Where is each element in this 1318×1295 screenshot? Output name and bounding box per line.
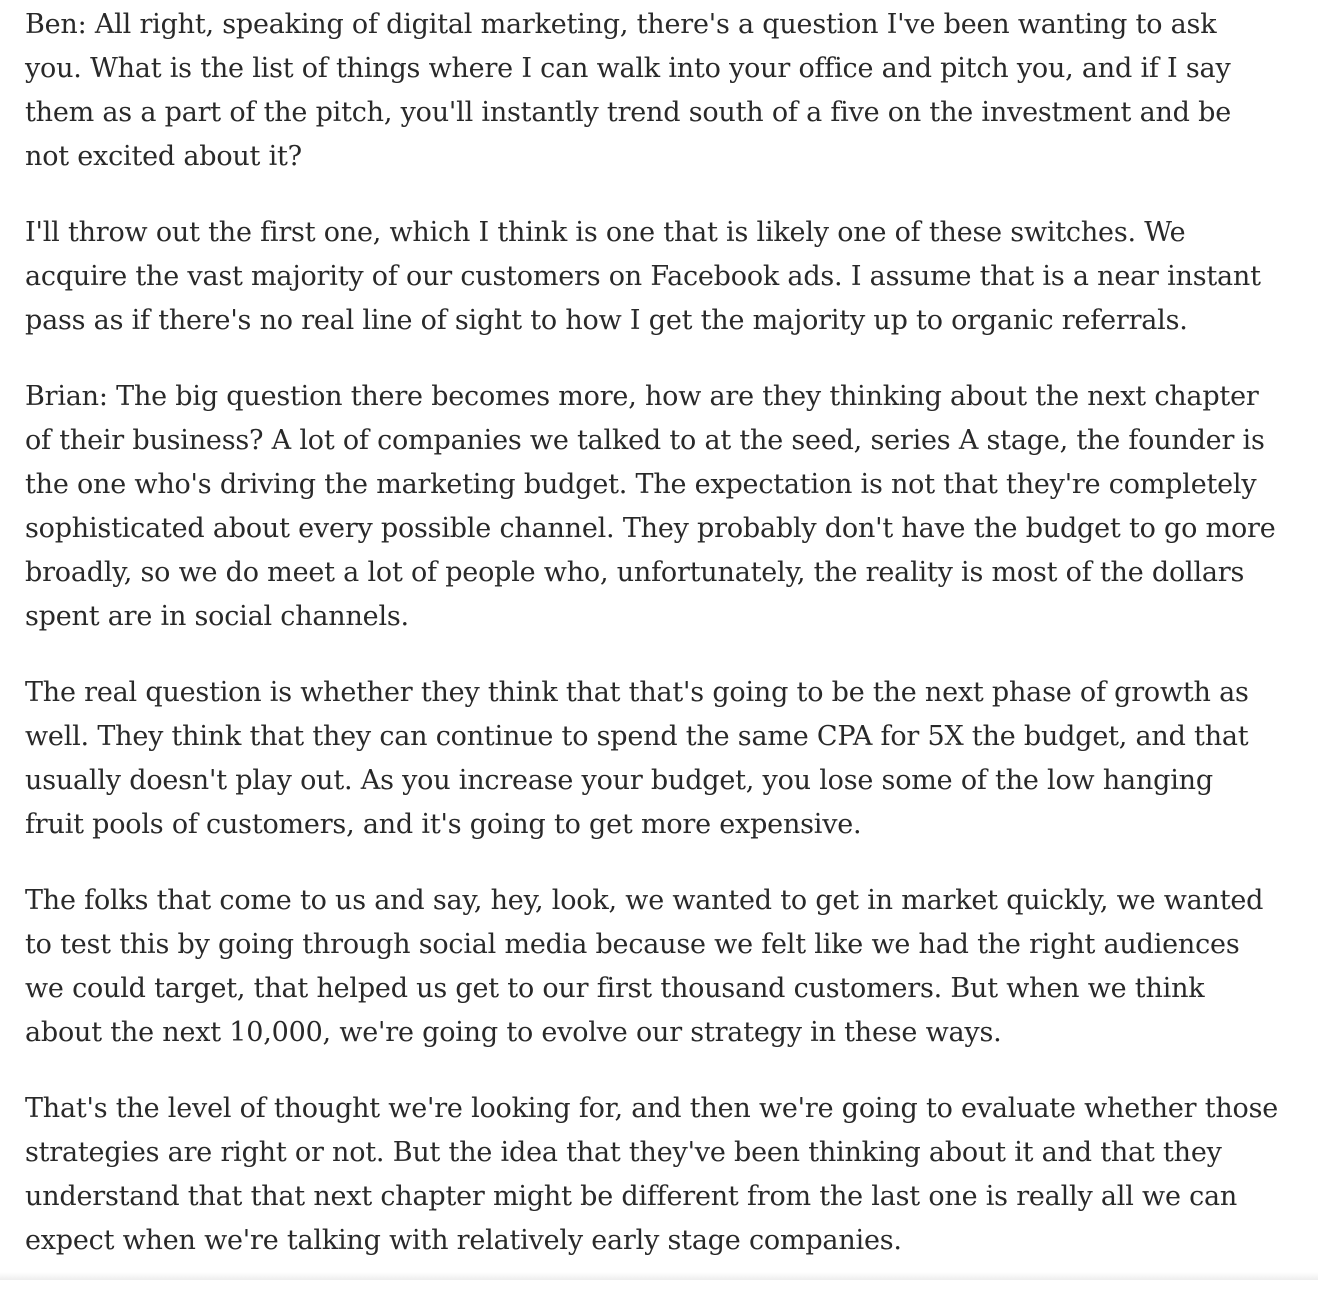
paragraph-ben-question: Ben: All right, speaking of digital marketing, there's a question I've been wanting to ask you. What is the list of things where I can walk into your office and pitch you, and if I say them as a part of the pitch, you'll instantly trend south of a five on the investment and be not excited about it?	[25, 9, 1232, 172]
paragraph-brian-next-chapter: Brian: The big question there becomes more, how are they thinking about the next chapter of their business? A lot of companies we talked to at the seed, series A stage, the founder is the one who's driving the marketing budget. The expectation is not that they're completely sophisticated about every possible channel. They probably don't have the budget to go more broadly, so we do meet a lot of people who, unfortunately, the reality is most of the dollars spent are in social channels.	[25, 381, 1276, 632]
paragraph-brian-next-phase: The real question is whether they think that that's going to be the next phase of growth as well. They think that they can continue to spend the same CPA for 5X the budget, and that usually doesn't play out. As you increase your budget, you lose some of the low hanging fruit pools of customers, and it's going to get more expensive.	[25, 677, 1249, 840]
paragraph-brian-level-of-thought: That's the level of thought we're looking for, and then we're going to evaluate whether those strategies are right or not. But the idea that they've been thinking about it and that they understand that that next chapter might be different from the last one is really all we can expect when we're talking with relatively early stage companies.	[25, 1093, 1279, 1256]
paragraph-brian-folks: The folks that come to us and say, hey, look, we wanted to get in market quickly, we wanted to test this by going through social media because we felt like we had the right audiences we could target, that helped us get to our first thousand customers. But when we think about the next 10,000, we're going to evolve our strategy in these ways.	[25, 885, 1264, 1048]
paragraph-ben-facebook-ads: I'll throw out the first one, which I think is one that is likely one of these switches. We acquire the vast majority of our customers on Facebook ads. I assume that is a near instant pass as if there's no real line of sight to how I get the majority up to organic referrals.	[25, 217, 1261, 336]
article-body	[25, 3, 1280, 1295]
bottom-fade-divider	[0, 1272, 1318, 1280]
